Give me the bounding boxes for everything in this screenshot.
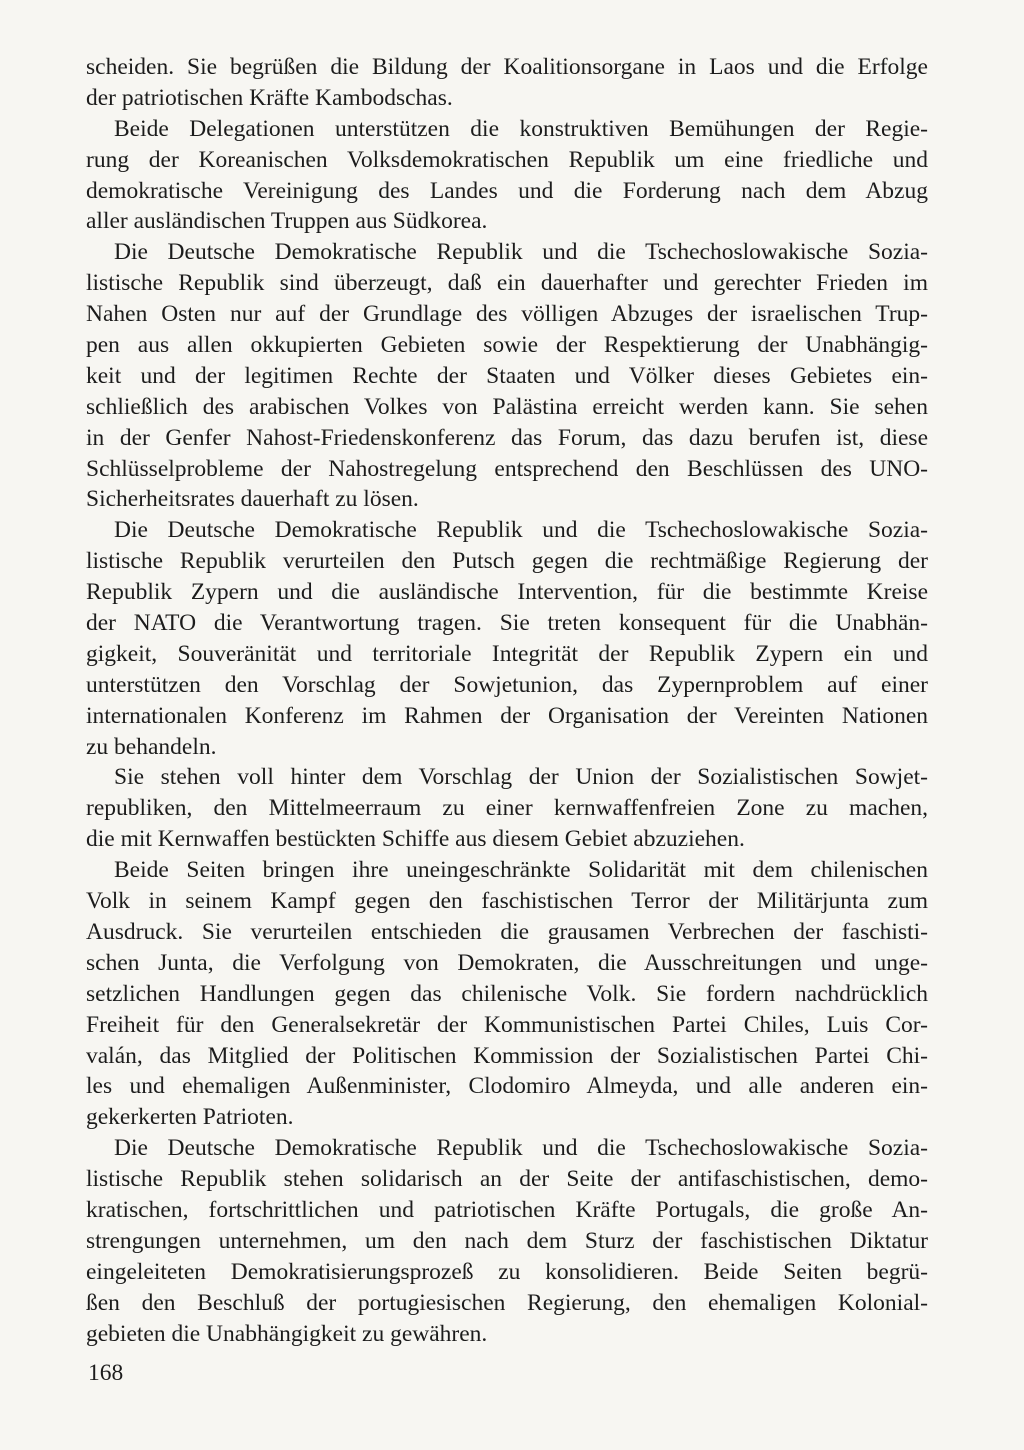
paragraph-7 <box>86 1133 928 1349</box>
text-line: schließlich des arabischen Volkes von Palästina erreicht werden kann. Sie sehen <box>86 393 928 420</box>
text-line: Schlüsselprobleme der Nahostregelung entsprechend den Beschlüssen des UNO- <box>86 455 928 482</box>
text-line: pen aus allen okkupierten Gebieten sowie der Respektierung der Unabhängig- <box>86 332 928 359</box>
text-line: Volk in seinem Kampf gegen den faschistischen Terror der Militärjunta zum <box>86 888 928 915</box>
page-number: 168 <box>88 1360 124 1386</box>
text-line: eingeleiteten Demokratisierungsprozeß zu konsolidieren. Beide Seiten begrü- <box>86 1258 928 1285</box>
text-line: ßen den Beschluß der portugiesischen Regierung, den ehemaligen Kolonial- <box>86 1289 928 1316</box>
text-line: valán, das Mitglied der Politischen Kommission der Sozialistischen Partei Chi- <box>86 1042 928 1069</box>
document-body <box>86 52 928 1349</box>
text-line: gekerkerten Patrioten. <box>86 1104 294 1131</box>
paragraph-5 <box>86 762 928 855</box>
text-line: Die Deutsche Demokratische Republik und die Tschechoslowakische Sozia- <box>114 517 928 544</box>
text-line: der NATO die Verantwortung tragen. Sie treten konsequent für die Unabhän- <box>86 610 928 637</box>
text-line: Sicherheitsrates dauerhaft zu lösen. <box>86 486 419 513</box>
text-line: Die Deutsche Demokratische Republik und die Tschechoslowakische Sozia- <box>114 1135 928 1162</box>
text-line: demokratische Vereinigung des Landes und die Forderung nach dem Abzug <box>86 177 928 204</box>
text-line: Sie stehen voll hinter dem Vorschlag der Union der Sozialistischen Sowjet- <box>114 764 928 791</box>
text-line: internationalen Konferenz im Rahmen der Organisation der Vereinten Nationen <box>86 702 928 729</box>
text-line: Die Deutsche Demokratische Republik und die Tschechoslowakische Sozia- <box>114 239 928 266</box>
text-line: Freiheit für den Generalsekretär der Kommunistischen Partei Chiles, Luis Cor- <box>86 1011 928 1038</box>
paragraph-3 <box>86 237 928 515</box>
text-line: zu behandeln. <box>86 733 217 760</box>
text-line: Beide Seiten bringen ihre uneingeschränkte Solidarität mit dem chilenischen <box>114 857 928 884</box>
text-line: Nahen Osten nur auf der Grundlage des völligen Abzuges der israelischen Trup- <box>86 301 928 328</box>
text-line: strengungen unternehmen, um den nach dem Sturz der faschistischen Diktatur <box>86 1227 928 1254</box>
paragraph-6 <box>86 855 928 1133</box>
text-line: in der Genfer Nahost-Friedenskonferenz das Forum, das dazu berufen ist, diese <box>86 424 928 451</box>
text-line: gigkeit, Souveränität und territoriale Integrität der Republik Zypern ein und <box>86 640 928 667</box>
text-line: republiken, den Mittelmeerraum zu einer kernwaffenfreien Zone zu machen, <box>86 795 928 822</box>
text-line: die mit Kernwaffen bestückten Schiffe aus diesem Gebiet abzuziehen. <box>86 826 745 853</box>
text-line: aller ausländischen Truppen aus Südkorea. <box>86 208 488 235</box>
text-line: unterstützen den Vorschlag der Sowjetunion, das Zypernproblem auf einer <box>86 671 928 698</box>
text-line: der patriotischen Kräfte Kambodschas. <box>86 84 453 111</box>
text-line: kratischen, fortschrittlichen und patriotischen Kräfte Portugals, die große An- <box>86 1196 928 1223</box>
text-line: les und ehemaligen Außenminister, Clodomiro Almeyda, und alle anderen ein- <box>86 1073 928 1100</box>
text-line: Beide Delegationen unterstützen die konstruktiven Bemühungen der Regie- <box>114 115 928 142</box>
paragraph-2 <box>86 114 928 238</box>
text-line: setzlichen Handlungen gegen das chilenische Volk. Sie fordern nachdrücklich <box>86 980 928 1007</box>
text-line: scheiden. Sie begrüßen die Bildung der Koalitionsorgane in Laos und die Erfolge <box>86 54 928 80</box>
text-line: Republik Zypern und die ausländische Intervention, für die bestimmte Kreise <box>86 579 928 606</box>
text-line: listische Republik stehen solidarisch an der Seite der antifaschistischen, demo- <box>86 1166 928 1193</box>
text-line: gebieten die Unabhängigkeit zu gewähren. <box>86 1320 488 1347</box>
paragraph-4 <box>86 515 928 762</box>
text-line: schen Junta, die Verfolgung von Demokraten, die Ausschreitungen und unge- <box>86 949 928 976</box>
text-line: keit und der legitimen Rechte der Staaten und Völker dieses Gebietes ein- <box>86 362 928 389</box>
text-line: listische Republik verurteilen den Putsch gegen die rechtmäßige Regierung der <box>86 548 928 575</box>
text-line: Ausdruck. Sie verurteilen entschieden die grausamen Verbrechen der faschisti- <box>86 918 928 945</box>
text-line: rung der Koreanischen Volksdemokratischen Republik um eine friedliche und <box>86 146 928 173</box>
paragraph-1 <box>86 52 928 114</box>
text-line: listische Republik sind überzeugt, daß ein dauerhafter und gerechter Frieden im <box>86 270 928 297</box>
